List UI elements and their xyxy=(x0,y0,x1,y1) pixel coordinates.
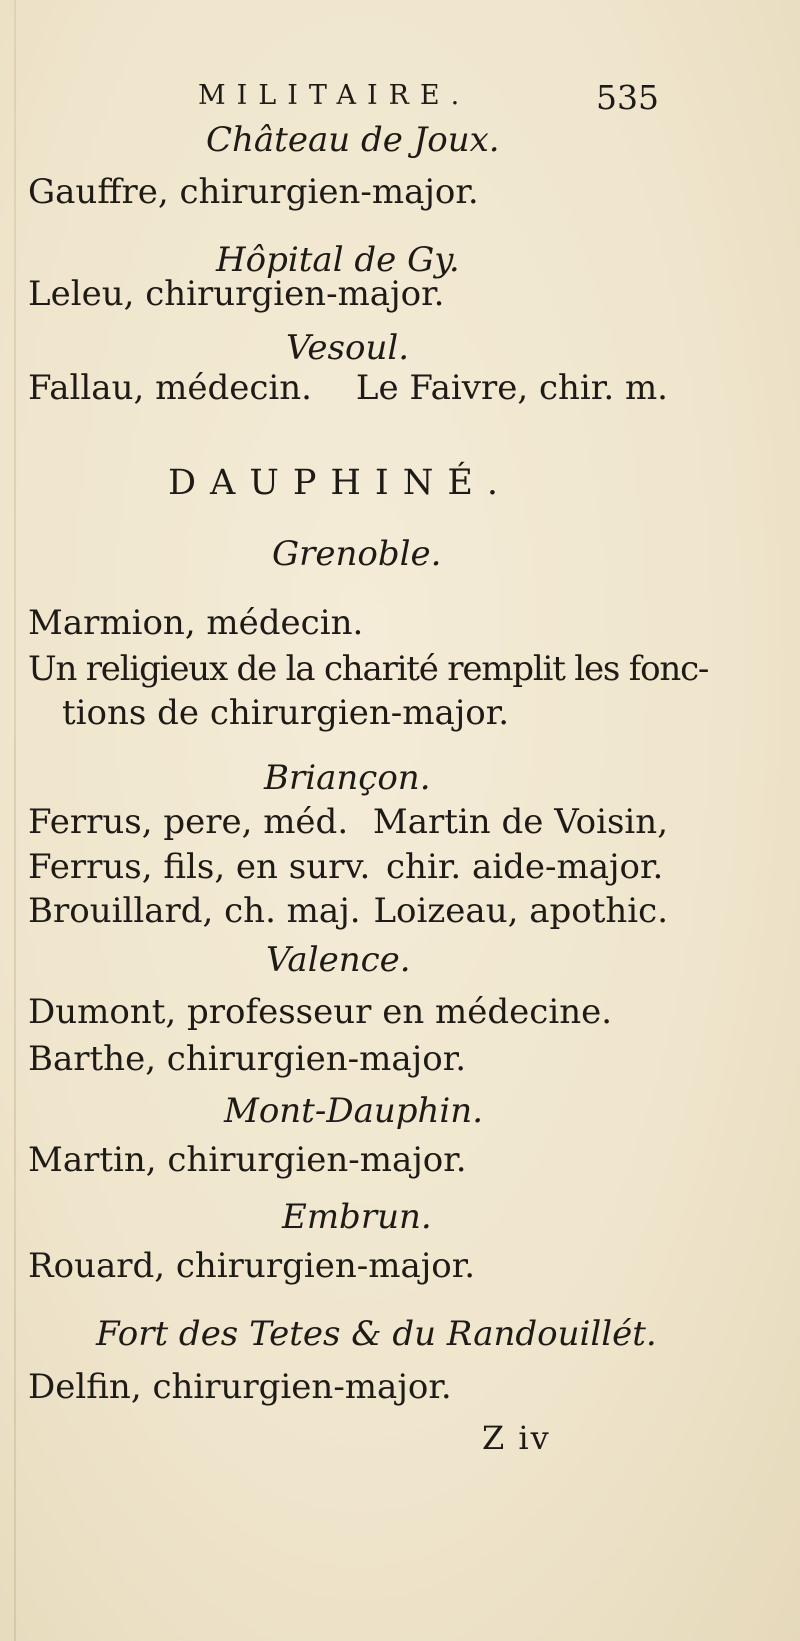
signature-mark: Z iv xyxy=(482,1419,551,1457)
entry-left: Ferrus, pere, méd. xyxy=(28,802,349,842)
entry-right: chir. aide-major. xyxy=(386,847,664,887)
running-head: MILITAIRE. xyxy=(198,80,471,111)
page-number: 535 xyxy=(596,78,659,117)
entry-line-continued: tions de chirurgien-major. xyxy=(62,693,510,733)
entry-line: Gauffre, chirurgien-major. xyxy=(28,172,479,212)
entry-right: Martin de Voisin, xyxy=(372,802,668,842)
entry-line-two-column xyxy=(28,802,668,842)
entry-line: Leleu, chirurgien-major. xyxy=(28,274,445,314)
entry-right: Loizeau, apothic. xyxy=(373,891,668,931)
place-heading: Embrun. xyxy=(282,1197,432,1237)
place-heading: Grenoble. xyxy=(272,534,442,574)
place-heading: Briançon. xyxy=(264,758,431,798)
entry-line-two-column xyxy=(28,847,668,887)
place-heading: Valence. xyxy=(266,940,411,980)
page-gutter-edge xyxy=(14,0,16,1641)
entry-right: Le Faivre, chir. m. xyxy=(355,368,668,408)
place-heading: Vesoul. xyxy=(286,328,410,368)
place-heading: Fort des Tetes & du Randouillét. xyxy=(96,1314,657,1354)
entry-line-two-column xyxy=(28,368,668,408)
entry-line: Marmion, médecin. xyxy=(28,603,364,643)
entry-left: Fallau, médecin. xyxy=(28,368,312,408)
entry-line: Rouard, chirurgien-major. xyxy=(28,1246,476,1286)
entry-line: Barthe, chirurgien-major. xyxy=(28,1039,467,1079)
place-heading: Mont-Dauphin. xyxy=(224,1091,484,1131)
entry-line: Dumont, professeur en médecine. xyxy=(28,992,613,1032)
entry-left: Brouillard, ch. maj. xyxy=(28,891,361,931)
entry-line: Martin, chirurgien-major. xyxy=(28,1140,467,1180)
entry-line: Un religieux de la charité remplit les fonc- xyxy=(28,649,709,689)
place-heading: Château de Joux. xyxy=(206,120,500,160)
entry-left: Ferrus, fils, en surv. xyxy=(28,847,371,887)
entry-line: Delfin, chirurgien-major. xyxy=(28,1367,452,1407)
entry-line-two-column xyxy=(28,891,668,931)
place-heading: Hôpital de Gy. xyxy=(216,240,460,280)
province-heading: DAUPHINÉ. xyxy=(168,463,513,503)
